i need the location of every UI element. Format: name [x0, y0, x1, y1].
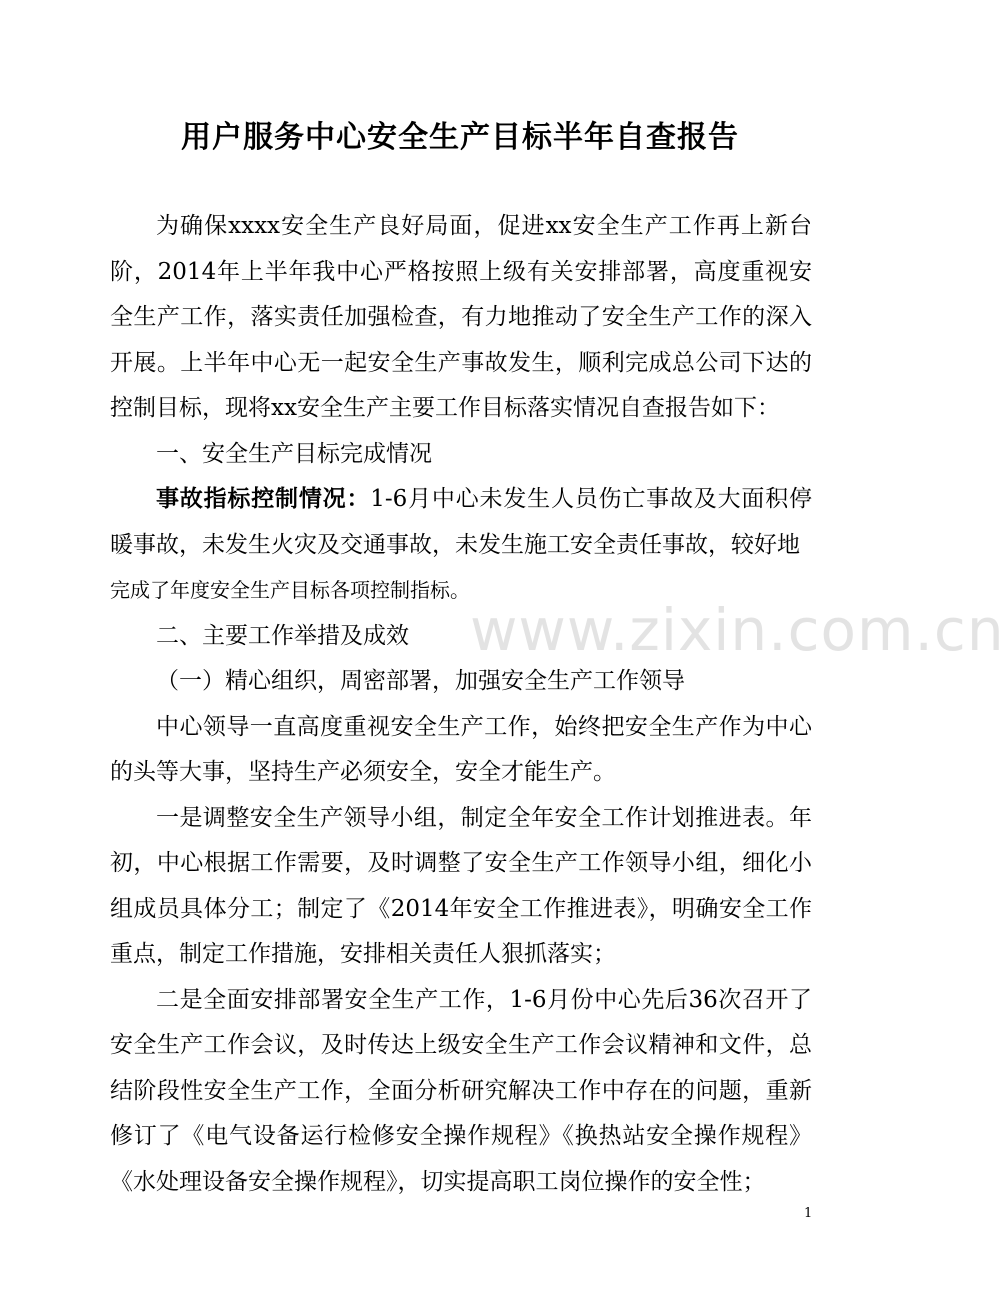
- document-title: 用户服务中心安全生产目标半年自查报告: [181, 120, 739, 155]
- document-body: [110, 204, 812, 1205]
- leadership-paragraph: 中心领导一直高度重视安全生产工作，始终把安全生产作为中心的头等大事，坚持生产必须安全，安全才能生产。: [110, 713, 812, 785]
- accident-label: 事故指标控制情况：: [156, 486, 371, 512]
- point-1-paragraph: 一是调整安全生产领导小组，制定全年安全工作计划推进表。年初，中心根据工作需要，及时调整了安全生产工作领导小组，细化小组成员具体分工；制定了《2014年安全工作推进表》，明确安全工作重点，制定工作措施，安排相关责任人狠抓落实；: [110, 804, 812, 967]
- page-number: 1: [804, 1206, 813, 1221]
- accident-tail: 完成了年度安全生产目标各项控制指标。: [110, 578, 470, 602]
- intro-paragraph: 为确保xxxx安全生产良好局面，促进xx安全生产工作再上新台阶，2014年上半年我中心严格按照上级有关安排部署，高度重视安全生产工作，落实责任加强检查，有力地推动了安全生产工作的深入开展。上半年中心无一起安全生产事故发生，顺利完成总公司下达的控制目标，现将xx安全生产主要工作目标落实情况自查报告如下：: [110, 213, 812, 421]
- accident-paragraph: [110, 477, 812, 614]
- section-heading-2: 二、主要工作举措及成效: [156, 622, 409, 649]
- subsection-heading-1: （一）精心组织，周密部署，加强安全生产工作领导: [156, 668, 685, 694]
- watermark: www.zixin.com.cn: [470, 596, 1005, 664]
- point-2-paragraph: 二是全面安排部署安全生产工作，1-6月份中心先后36次召开了安全生产工作会议，及时传达上级安全生产工作会议精神和文件，总结阶段性安全生产工作，全面分析研究解决工作中存在的问题，重新修订了《电气设备运行检修安全操作规程》《换热站安全操作规程》《水处理设备安全操作规程》，切实提高职工岗位操作的安全性；: [110, 986, 812, 1195]
- accident-text: 1-6月中心未发生人员伤亡事故及大面积停暖事故，未发生火灾及交通事故，未发生施工安全责任事故，较好地: [110, 486, 813, 558]
- section-heading-1: 一、安全生产目标完成情况: [156, 440, 432, 467]
